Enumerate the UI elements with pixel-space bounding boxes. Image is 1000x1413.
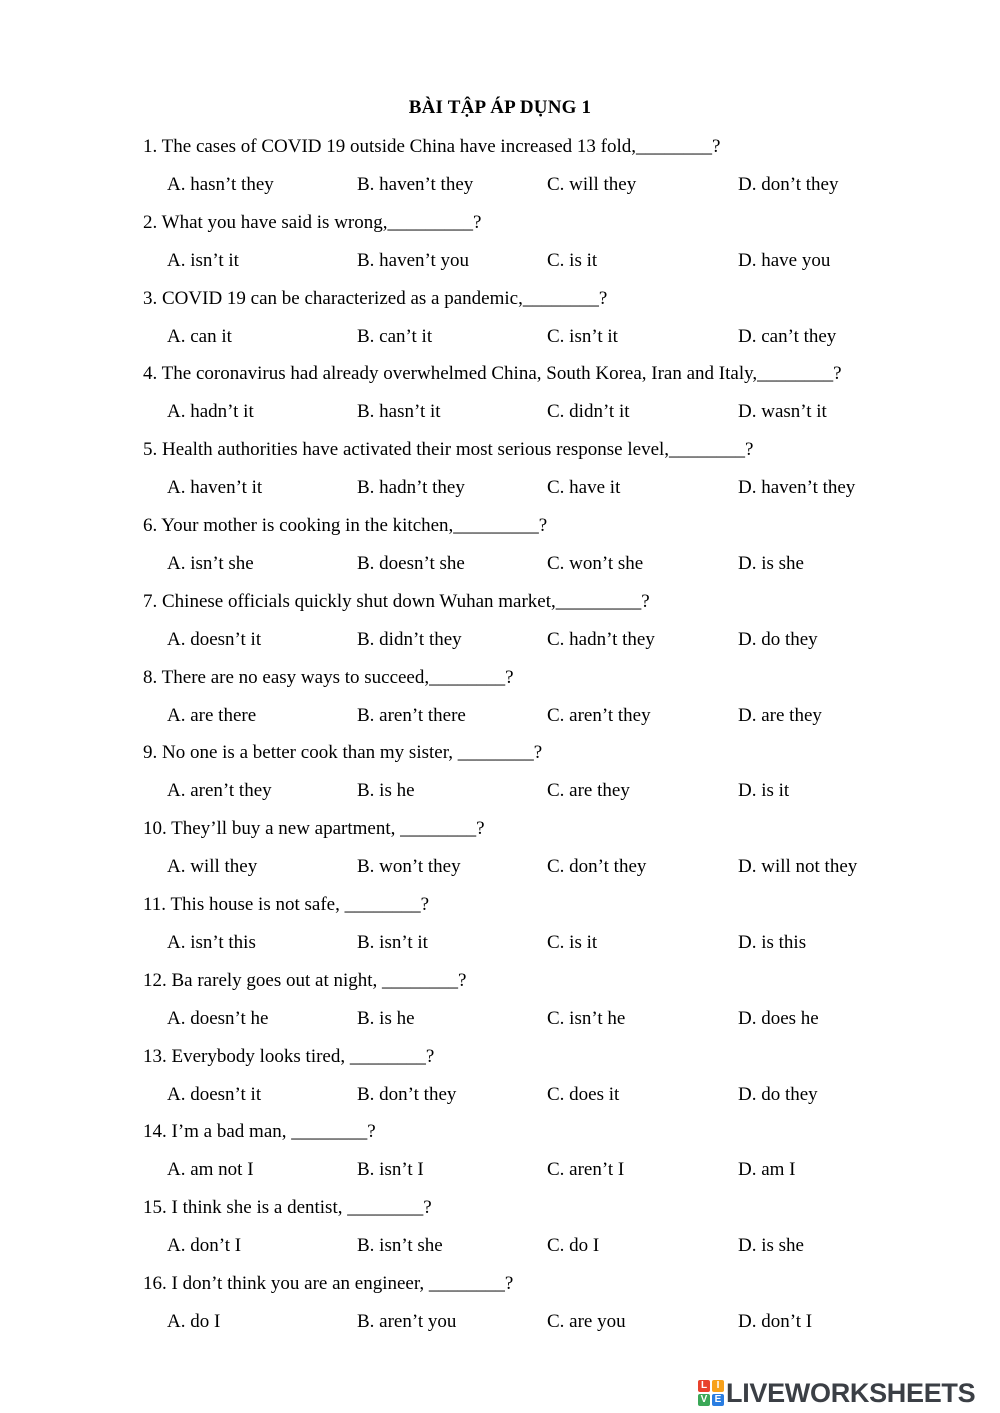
option-c: C. will they	[547, 174, 637, 195]
option-a: A. doesn’t it	[167, 1083, 262, 1105]
option-d: D. don’t I	[738, 1311, 813, 1332]
option-a: A. will they	[167, 856, 258, 878]
option-b: B. isn’t she	[357, 1235, 443, 1257]
answer-options	[0, 931, 1000, 955]
question-text: 4. The coronavirus had already overwhelmed China, South Korea, Iran and Italy,________?	[143, 363, 842, 385]
option-b: B. isn’t I	[357, 1159, 424, 1181]
liveworksheets-logo-icon	[698, 1380, 724, 1406]
option-b: B. hadn’t they	[357, 477, 465, 499]
option-b: B. don’t they	[357, 1083, 457, 1105]
answer-options	[0, 400, 1000, 424]
option-b: B. doesn’t she	[357, 553, 465, 574]
option-c: C. didn’t it	[547, 401, 630, 423]
option-b: B. is he	[357, 780, 415, 802]
logo-letter: L	[698, 1380, 710, 1392]
option-c: C. won’t she	[547, 553, 644, 574]
question-text: 9. No one is a better cook than my sister, ________?	[143, 742, 543, 764]
option-a: A. don’t I	[167, 1235, 242, 1257]
answer-options	[0, 779, 1000, 803]
option-c: C. don’t they	[547, 856, 647, 878]
option-c: C. does it	[547, 1083, 620, 1105]
option-a: A. do I	[167, 1311, 221, 1332]
option-c: C. aren’t I	[547, 1159, 625, 1181]
option-d: D. have you	[738, 249, 831, 271]
answer-options	[0, 249, 1000, 273]
answer-options	[0, 1310, 1000, 1334]
answer-options	[0, 628, 1000, 652]
option-a: A. are there	[167, 704, 257, 726]
option-d: D. does he	[738, 1007, 819, 1029]
option-d: D. wasn’t it	[738, 401, 827, 423]
option-d: D. am I	[738, 1159, 796, 1181]
logo-letter: I	[712, 1380, 724, 1392]
option-a: A. isn’t it	[167, 249, 239, 271]
question-text: 1. The cases of COVID 19 outside China have increased 13 fold,________?	[143, 136, 721, 157]
option-b: B. isn’t it	[357, 932, 428, 953]
option-c: C. aren’t they	[547, 704, 651, 726]
option-c: C. are you	[547, 1311, 626, 1332]
option-c: C. is it	[547, 932, 598, 953]
answer-options	[0, 855, 1000, 879]
option-c: C. hadn’t they	[547, 628, 655, 650]
question-text: 7. Chinese officials quickly shut down Wuhan market,_________?	[143, 590, 650, 612]
option-a: A. isn’t she	[167, 553, 254, 574]
answer-options	[0, 552, 1000, 576]
option-b: B. haven’t they	[357, 174, 474, 195]
option-d: D. is she	[738, 1235, 804, 1257]
option-b: B. hasn’t it	[357, 401, 441, 423]
question-text: 10. They’ll buy a new apartment, ________?	[143, 818, 485, 840]
option-a: A. hasn’t they	[167, 174, 274, 195]
option-a: A. can it	[167, 325, 232, 347]
answer-options	[0, 1158, 1000, 1182]
logo-letter: E	[712, 1394, 724, 1406]
option-b: B. haven’t you	[357, 249, 470, 271]
option-b: B. didn’t they	[357, 628, 462, 650]
option-a: A. am not I	[167, 1159, 254, 1181]
option-d: D. do they	[738, 1083, 818, 1105]
answer-options	[0, 704, 1000, 728]
logo-text: LIVEWORKSHEETS	[726, 1377, 976, 1408]
option-c: C. isn’t it	[547, 325, 618, 347]
question-text: 13. Everybody looks tired, ________?	[143, 1045, 435, 1067]
answer-options	[0, 1007, 1000, 1031]
option-b: B. is he	[357, 1007, 415, 1029]
option-d: D. can’t they	[738, 325, 837, 347]
question-text: 12. Ba rarely goes out at night, ________?	[143, 969, 467, 991]
option-b: B. can’t it	[357, 325, 433, 347]
option-d: D. haven’t they	[738, 477, 856, 499]
option-a: A. aren’t they	[167, 780, 272, 802]
answer-options	[0, 173, 1000, 197]
option-a: A. doesn’t he	[167, 1007, 269, 1029]
option-c: C. is it	[547, 249, 598, 271]
page-title: BÀI TẬP ÁP DỤNG 1	[408, 97, 592, 118]
option-d: D. are they	[738, 704, 822, 726]
option-d: D. do they	[738, 628, 818, 650]
question-text: 6. Your mother is cooking in the kitchen,_________?	[143, 515, 548, 536]
option-a: A. isn’t this	[167, 932, 256, 953]
answer-options	[0, 325, 1000, 349]
option-d: D. will not they	[738, 856, 858, 878]
option-a: A. hadn’t it	[167, 401, 254, 423]
option-a: A. haven’t it	[167, 477, 263, 499]
option-b: B. aren’t you	[357, 1311, 457, 1332]
question-text: 11. This house is not safe, ________?	[143, 894, 430, 915]
option-d: D. is it	[738, 780, 790, 802]
question-text: 16. I don’t think you are an engineer, ________?	[143, 1273, 514, 1294]
option-c: C. are they	[547, 780, 630, 802]
question-text: 8. There are no easy ways to succeed,________?	[143, 666, 514, 688]
option-c: C. isn’t he	[547, 1007, 626, 1029]
option-c: C. have it	[547, 477, 621, 499]
liveworksheets-logo	[698, 1378, 975, 1408]
question-text: 2. What you have said is wrong,_________?	[143, 211, 482, 233]
answer-options	[0, 1083, 1000, 1107]
question-text: 5. Health authorities have activated their most serious response level,________?	[143, 439, 754, 461]
option-c: C. do I	[547, 1235, 600, 1257]
option-d: D. is she	[738, 553, 804, 574]
answer-options	[0, 476, 1000, 500]
logo-letter: V	[698, 1394, 710, 1406]
option-d: D. don’t they	[738, 174, 839, 195]
question-text: 3. COVID 19 can be characterized as a pandemic,________?	[143, 287, 608, 309]
option-a: A. doesn’t it	[167, 628, 262, 650]
answer-options	[0, 1234, 1000, 1258]
option-b: B. won’t they	[357, 856, 461, 878]
option-b: B. aren’t there	[357, 704, 466, 726]
option-d: D. is this	[738, 932, 807, 953]
question-text: 14. I’m a bad man, ________?	[143, 1121, 376, 1143]
question-text: 15. I think she is a dentist, ________?	[143, 1197, 432, 1219]
